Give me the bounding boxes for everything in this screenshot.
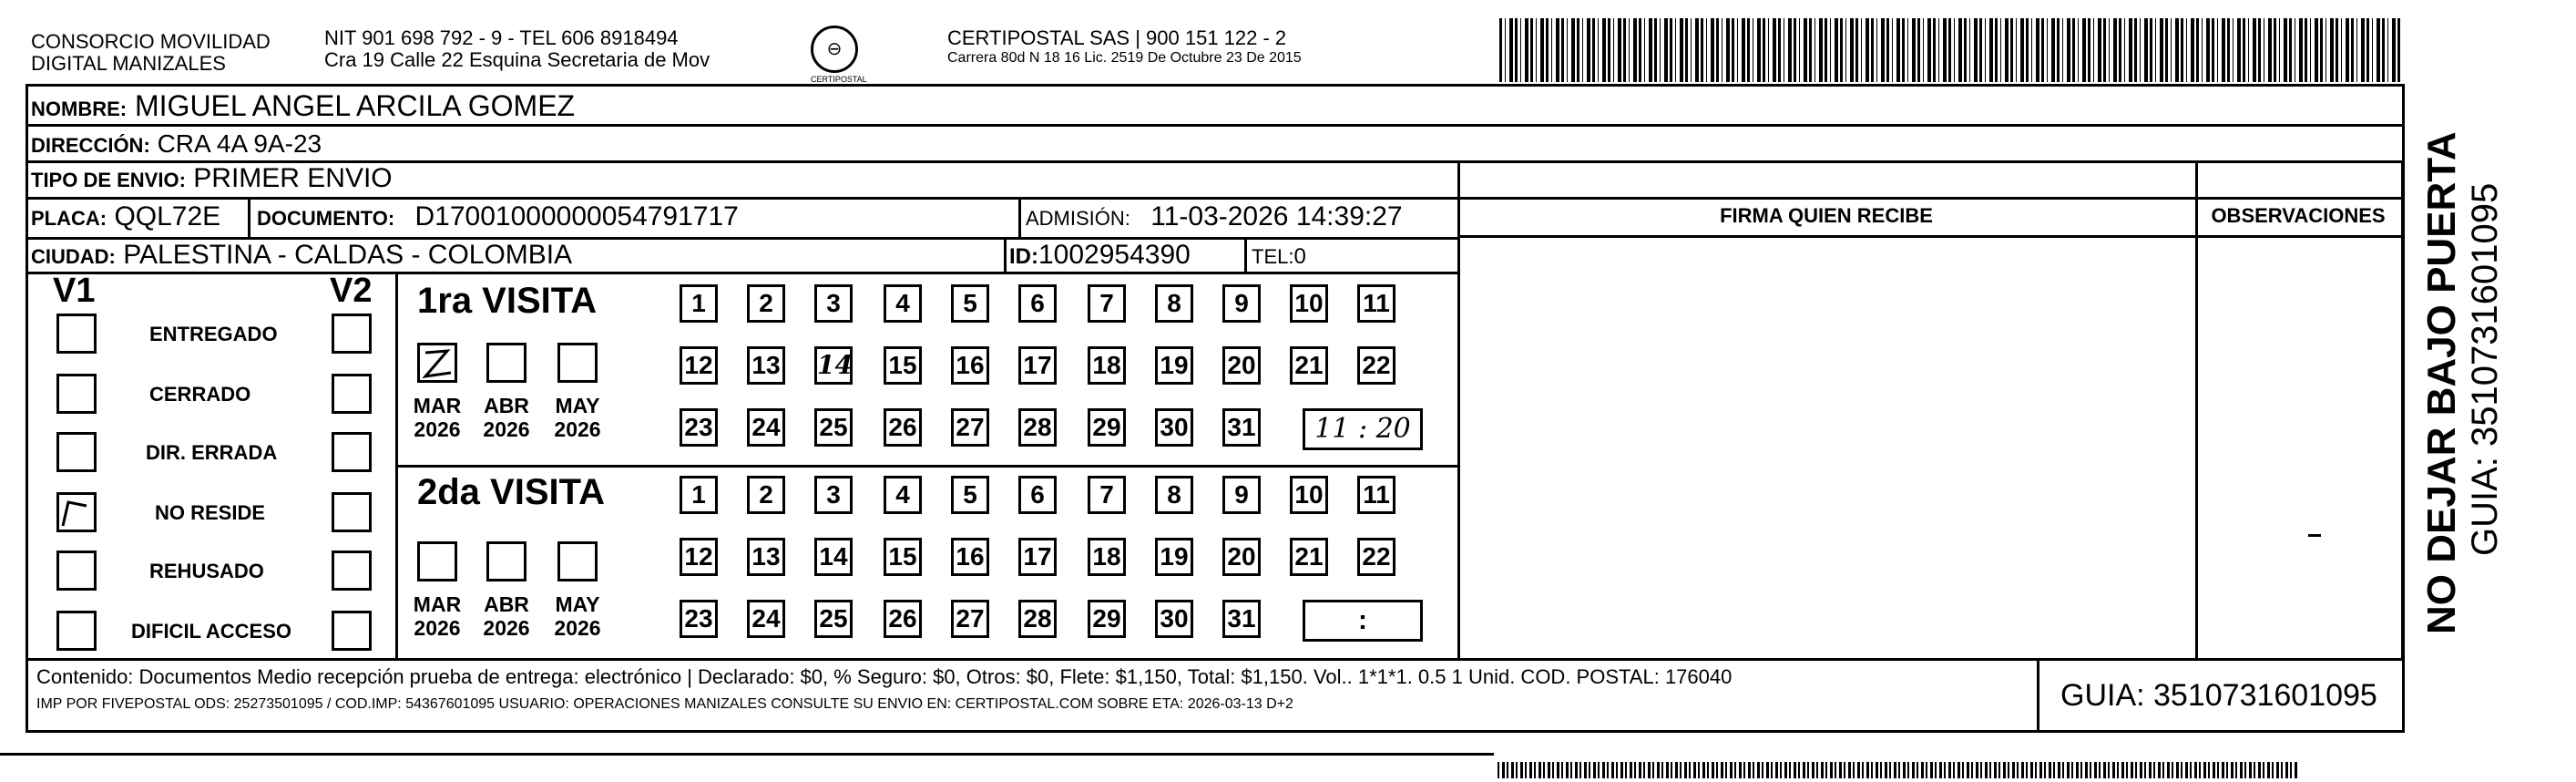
month-checkbox[interactable] bbox=[486, 541, 526, 581]
nombre-value: MIGUEL ANGEL ARCILA GOMEZ bbox=[135, 89, 576, 122]
first-visit-day[interactable]: 23 bbox=[680, 408, 718, 447]
tel-field bbox=[1252, 241, 1306, 273]
col-divider bbox=[1457, 272, 1460, 658]
second-visit-day[interactable]: 4 bbox=[884, 476, 922, 514]
month-name: ABR bbox=[484, 394, 529, 417]
row-divider bbox=[26, 658, 2405, 661]
v2-checkbox[interactable] bbox=[332, 550, 372, 591]
observaciones-header: OBSERVACIONES bbox=[2211, 204, 2386, 227]
second-visit-day[interactable]: 11 bbox=[1357, 476, 1395, 514]
second-visit-day[interactable]: 29 bbox=[1088, 600, 1126, 638]
v2-label: V2 bbox=[330, 272, 373, 310]
month-checkbox[interactable] bbox=[486, 343, 526, 383]
first-visit-day[interactable]: 12 bbox=[680, 346, 718, 385]
second-visit-time bbox=[1303, 600, 1423, 642]
first-visit-day[interactable]: 14 bbox=[814, 346, 853, 385]
tel-value: 0 bbox=[1293, 244, 1306, 269]
month-year: 2026 bbox=[554, 417, 601, 441]
month-label bbox=[405, 394, 469, 441]
v2-checkbox[interactable] bbox=[332, 611, 372, 651]
bottom-barcode bbox=[1498, 762, 2299, 778]
first-visit-time-value: 11 : 20 bbox=[1314, 413, 1411, 445]
first-visit-day[interactable]: 4 bbox=[884, 284, 922, 323]
col-divider bbox=[248, 197, 250, 237]
first-visit-day[interactable]: 3 bbox=[814, 284, 853, 323]
month-checkbox[interactable] bbox=[417, 541, 457, 581]
footer-contenido: Contenido: Documentos Medio recepción prueba de entrega: electrónico | Declarado: $0, % Seguro: $0, Otros: $0, Flete: $1,150, Total: $1,150. Vol.. 1*1*1. 0.5 1 Unid. COD. POSTAL: 176040 bbox=[36, 665, 1733, 688]
condition-label: CERRADO bbox=[149, 383, 251, 406]
month-checkbox[interactable] bbox=[557, 343, 598, 383]
condition-label: DIFICIL ACCESO bbox=[131, 620, 292, 643]
v1-checkbox[interactable] bbox=[56, 492, 97, 532]
first-visit-day[interactable]: 22 bbox=[1357, 346, 1395, 385]
month-name: MAY bbox=[555, 394, 600, 417]
id-field bbox=[1009, 239, 1191, 273]
second-visit-day[interactable]: 2 bbox=[747, 476, 785, 514]
v1-checkbox[interactable] bbox=[56, 550, 97, 591]
second-visit-day[interactable]: 19 bbox=[1155, 538, 1193, 576]
documento-field bbox=[257, 201, 739, 235]
month-year: 2026 bbox=[483, 417, 530, 441]
first-visit-day[interactable]: 9 bbox=[1222, 284, 1261, 323]
second-visit-day[interactable]: 7 bbox=[1088, 476, 1126, 514]
second-visit-day[interactable]: 21 bbox=[1290, 538, 1328, 576]
documento-label: DOCUMENTO: bbox=[257, 207, 395, 230]
footer-guia: GUIA: 3510731601095 bbox=[2060, 678, 2377, 713]
nombre-label: NOMBRE: bbox=[31, 98, 128, 120]
second-visit-day[interactable]: 9 bbox=[1222, 476, 1261, 514]
first-visit-day[interactable]: 11 bbox=[1357, 284, 1395, 323]
second-visit-day[interactable]: 30 bbox=[1155, 600, 1193, 638]
bottom-edge bbox=[0, 753, 1494, 756]
admision-field bbox=[1026, 201, 1403, 235]
v1-checkbox[interactable] bbox=[56, 611, 97, 651]
company-contact bbox=[324, 27, 710, 71]
direccion-field bbox=[31, 128, 322, 162]
month-label bbox=[546, 394, 609, 441]
tipo-field bbox=[31, 162, 393, 197]
v2-checkbox[interactable] bbox=[332, 432, 372, 472]
month-year: 2026 bbox=[414, 616, 461, 640]
company-line-2: DIGITAL MANIZALES bbox=[31, 52, 226, 75]
no-dejar-text: NO DEJAR BAJO PUERTA bbox=[2419, 131, 2464, 634]
first-visit-day[interactable]: 6 bbox=[1018, 284, 1057, 323]
first-visit-title: 1ra VISITA bbox=[417, 281, 598, 321]
v2-checkbox[interactable] bbox=[332, 314, 372, 354]
col-divider bbox=[1244, 237, 1247, 272]
first-visit-day[interactable]: 7 bbox=[1088, 284, 1126, 323]
ciudad-label: CIUDAD: bbox=[31, 245, 116, 268]
certipostal-logo bbox=[811, 26, 867, 84]
v2-checkbox[interactable] bbox=[332, 492, 372, 532]
second-visit-day[interactable]: 8 bbox=[1155, 476, 1193, 514]
documento-value: D17001000000054791717 bbox=[414, 201, 739, 232]
admision-label: ADMISIÓN: bbox=[1026, 207, 1130, 230]
nombre-field bbox=[31, 89, 575, 126]
first-visit-day[interactable]: 2 bbox=[747, 284, 785, 323]
certipostal-info bbox=[947, 27, 1302, 67]
second-visit-day[interactable]: 22 bbox=[1357, 538, 1395, 576]
ciudad-field bbox=[31, 239, 572, 273]
second-visit-day[interactable]: 13 bbox=[747, 538, 785, 576]
handwritten-mark-icon bbox=[420, 345, 455, 380]
certipostal-line: CERTIPOSTAL SAS | 900 151 122 - 2 bbox=[947, 26, 1287, 49]
address-text: Cra 19 Calle 22 Esquina Secretaria de Mov bbox=[324, 48, 710, 71]
first-visit-day[interactable]: 1 bbox=[680, 284, 718, 323]
second-visit-day[interactable]: 10 bbox=[1290, 476, 1328, 514]
second-visit-day[interactable]: 24 bbox=[747, 600, 785, 638]
first-visit-day[interactable]: 20 bbox=[1222, 346, 1261, 385]
tipo-value: PRIMER ENVIO bbox=[193, 163, 393, 193]
second-visit-day[interactable]: 27 bbox=[951, 600, 989, 638]
tel-label: TEL: bbox=[1252, 245, 1294, 268]
second-visit-day[interactable]: 14 bbox=[814, 538, 853, 576]
v1-label: V1 bbox=[53, 272, 96, 310]
second-visit-day[interactable]: 1 bbox=[680, 476, 718, 514]
second-visit-day[interactable]: 6 bbox=[1018, 476, 1057, 514]
first-visit-day[interactable]: 18 bbox=[1088, 346, 1126, 385]
month-year: 2026 bbox=[483, 616, 530, 640]
month-year: 2026 bbox=[554, 616, 601, 640]
company-name bbox=[31, 31, 271, 75]
v1-checkbox[interactable] bbox=[56, 432, 97, 472]
col-divider bbox=[1004, 237, 1007, 272]
firma-header-line bbox=[1457, 235, 2405, 238]
certipostal-address: Carrera 80d N 18 16 Lic. 2519 De Octubre 23 De 2015 bbox=[947, 50, 1302, 66]
check-mark-icon bbox=[59, 495, 94, 530]
second-visit-day[interactable]: 18 bbox=[1088, 538, 1126, 576]
month-name: MAY bbox=[555, 592, 600, 616]
month-label bbox=[405, 592, 469, 640]
month-year: 2026 bbox=[414, 417, 461, 441]
second-visit-day[interactable]: 26 bbox=[884, 600, 922, 638]
second-visit-day[interactable]: 5 bbox=[951, 476, 989, 514]
nit-text: NIT 901 698 792 - 9 - TEL 606 8918494 bbox=[324, 26, 679, 49]
id-label: ID: bbox=[1009, 244, 1038, 269]
first-visit-day[interactable]: 27 bbox=[951, 408, 989, 447]
first-visit-day[interactable]: 19 bbox=[1155, 346, 1193, 385]
placa-field bbox=[31, 201, 220, 235]
first-visit-day[interactable]: 21 bbox=[1290, 346, 1328, 385]
month-label bbox=[475, 592, 538, 640]
second-visit-title: 2da VISITA bbox=[417, 472, 605, 512]
logo-icon: ⊖ bbox=[811, 26, 858, 73]
company-line-1: CONSORCIO MOVILIDAD bbox=[31, 30, 271, 53]
first-visit-day[interactable]: 24 bbox=[747, 408, 785, 447]
tipo-label: TIPO DE ENVIO: bbox=[31, 169, 186, 191]
second-visit-day[interactable]: 23 bbox=[680, 600, 718, 638]
second-visit-day[interactable]: 28 bbox=[1018, 600, 1057, 638]
condition-label: NO RESIDE bbox=[155, 501, 266, 524]
second-visit-day[interactable]: 16 bbox=[951, 538, 989, 576]
footer-imp: IMP POR FIVEPOSTAL ODS: 25273501095 / COD.IMP: 54367601095 USUARIO: OPERACIONES MANIZALES CONSULTE SU ENVIO EN: CERTIPOSTAL.COM SOBRE ETA: 2026-03-13 D+2 bbox=[36, 696, 1293, 712]
placa-value: QQL72E bbox=[114, 201, 221, 232]
v2-checkbox[interactable] bbox=[332, 374, 372, 414]
logo-label: CERTIPOSTAL bbox=[811, 75, 867, 84]
month-checkbox[interactable] bbox=[557, 541, 598, 581]
month-name: MAR bbox=[413, 592, 462, 616]
first-visit-day[interactable]: 5 bbox=[951, 284, 989, 323]
month-label bbox=[546, 592, 609, 640]
first-visit-day[interactable]: 26 bbox=[884, 408, 922, 447]
condition-label: ENTREGADO bbox=[149, 323, 278, 345]
second-visit-day[interactable]: 17 bbox=[1018, 538, 1057, 576]
month-checkbox[interactable] bbox=[417, 343, 457, 383]
first-visit-day[interactable]: 13 bbox=[747, 346, 785, 385]
first-visit-day[interactable]: 29 bbox=[1088, 408, 1126, 447]
first-visit-day[interactable]: 31 bbox=[1222, 408, 1261, 447]
condition-label: REHUSADO bbox=[149, 560, 264, 582]
firma-header: FIRMA QUIEN RECIBE bbox=[1720, 204, 1933, 227]
col-divider bbox=[1018, 197, 1021, 237]
col-divider bbox=[2037, 658, 2039, 733]
second-visit-day[interactable]: 3 bbox=[814, 476, 853, 514]
ciudad-value: PALESTINA - CALDAS - COLOMBIA bbox=[123, 240, 573, 270]
observaciones-mark bbox=[2308, 534, 2321, 537]
second-visit-time-value: : bbox=[1358, 605, 1367, 635]
first-visit-day[interactable]: 28 bbox=[1018, 408, 1057, 447]
second-visit-day[interactable]: 12 bbox=[680, 538, 718, 576]
first-visit-day[interactable]: 15 bbox=[884, 346, 922, 385]
row-divider bbox=[1457, 197, 2405, 200]
placa-label: PLACA: bbox=[31, 207, 107, 230]
id-value: 1002954390 bbox=[1038, 240, 1191, 270]
visit-divider bbox=[395, 465, 1457, 468]
v1-checkbox[interactable] bbox=[56, 314, 97, 354]
admision-value: 11-03-2026 14:39:27 bbox=[1150, 201, 1403, 232]
second-visit-day[interactable]: 20 bbox=[1222, 538, 1261, 576]
first-visit-day[interactable]: 30 bbox=[1155, 408, 1193, 447]
month-name: ABR bbox=[484, 592, 529, 616]
first-visit-time bbox=[1303, 408, 1423, 450]
month-label bbox=[475, 394, 538, 441]
second-visit-day[interactable]: 15 bbox=[884, 538, 922, 576]
month-name: MAR bbox=[413, 394, 462, 417]
direccion-value: CRA 4A 9A-23 bbox=[157, 129, 322, 158]
side-guia-text: GUIA: 3510731601095 bbox=[2465, 182, 2505, 556]
direccion-label: DIRECCIÓN: bbox=[31, 134, 150, 157]
condition-label: DIR. ERRADA bbox=[146, 441, 278, 464]
first-visit-day[interactable]: 10 bbox=[1290, 284, 1328, 323]
first-visit-day[interactable]: 16 bbox=[951, 346, 989, 385]
second-visit-day[interactable]: 25 bbox=[814, 600, 853, 638]
first-visit-day[interactable]: 25 bbox=[814, 408, 853, 447]
barcode bbox=[1499, 18, 2401, 82]
first-visit-day[interactable]: 17 bbox=[1018, 346, 1057, 385]
second-visit-day[interactable]: 31 bbox=[1222, 600, 1261, 638]
v1-checkbox[interactable] bbox=[56, 374, 97, 414]
first-visit-day[interactable]: 8 bbox=[1155, 284, 1193, 323]
